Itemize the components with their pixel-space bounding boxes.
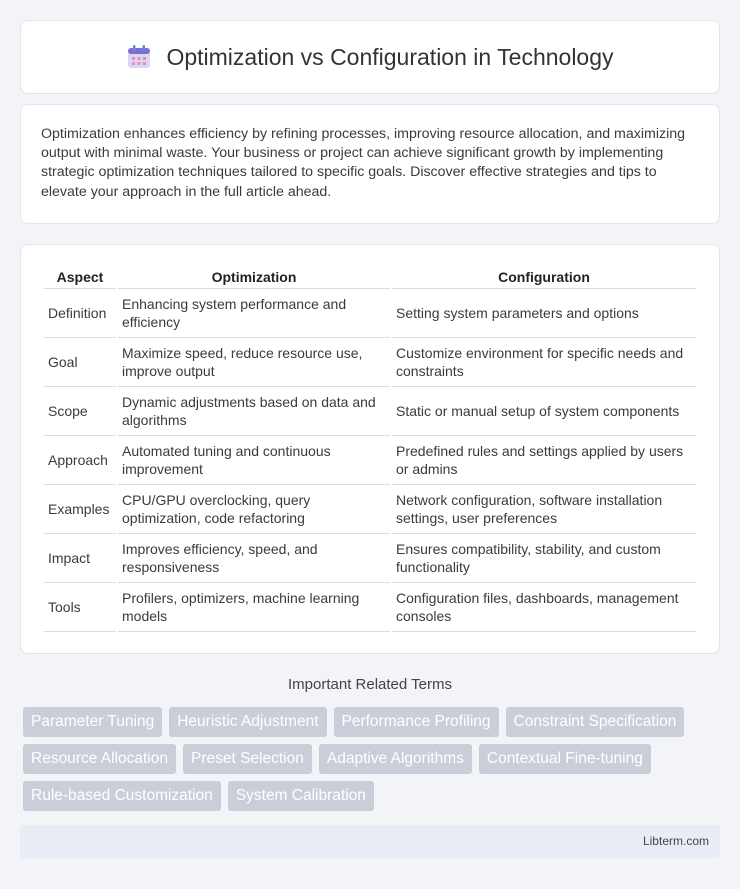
table-row [44, 436, 696, 485]
related-term-tag[interactable]: Constraint Specification [506, 707, 685, 737]
optimization-cell: CPU/GPU overclocking, query optimization, code refactoring [118, 485, 390, 534]
related-terms-list [23, 707, 723, 818]
aspect-cell: Approach [44, 436, 116, 485]
comparison-table [42, 265, 698, 632]
related-term-tag[interactable]: Heuristic Adjustment [169, 707, 326, 737]
header-optimization: Optimization [118, 265, 390, 289]
aspect-cell: Scope [44, 387, 116, 436]
related-terms-title: Important Related Terms [288, 676, 452, 693]
configuration-cell: Ensures compatibility, stability, and custom functionality [392, 534, 696, 583]
footer [20, 825, 720, 858]
optimization-cell: Maximize speed, reduce resource use, improve output [118, 338, 390, 387]
aspect-cell: Examples [44, 485, 116, 534]
related-term-tag[interactable]: Preset Selection [183, 744, 312, 774]
calendar-icon [126, 44, 152, 70]
optimization-cell: Profilers, optimizers, machine learning models [118, 583, 390, 632]
configuration-cell: Network configuration, software installation settings, user preferences [392, 485, 696, 534]
comparison-table-card [20, 244, 720, 654]
table-header-row [44, 265, 696, 289]
table-row [44, 338, 696, 387]
aspect-cell: Definition [44, 289, 116, 338]
intro-text: Optimization enhances efficiency by refining processes, improving resource allocation, and maximizing output with minimal waste. Your business or project can achieve significant growth by implementing strategic optimization techniques tailored to specific goals. Discover effective strategies and tips to elevate your approach in the full article ahead. [41, 126, 686, 200]
related-term-tag[interactable]: System Calibration [228, 781, 374, 811]
related-term-tag[interactable]: Adaptive Algorithms [319, 744, 472, 774]
configuration-cell: Predefined rules and settings applied by users or admins [392, 436, 696, 485]
configuration-cell: Static or manual setup of system components [392, 387, 696, 436]
optimization-cell: Automated tuning and continuous improvement [118, 436, 390, 485]
aspect-cell: Tools [44, 583, 116, 632]
table-row [44, 387, 696, 436]
related-term-tag[interactable]: Resource Allocation [23, 744, 176, 774]
table-row [44, 485, 696, 534]
aspect-cell: Goal [44, 338, 116, 387]
table-row [44, 289, 696, 338]
header-aspect: Aspect [44, 265, 116, 289]
footer-site-link[interactable]: Libterm.com [642, 834, 709, 848]
table-row [44, 583, 696, 632]
related-term-tag[interactable]: Rule-based Customization [23, 781, 221, 811]
optimization-cell: Enhancing system performance and efficiency [118, 289, 390, 338]
related-term-tag[interactable]: Contextual Fine-tuning [479, 744, 651, 774]
configuration-cell: Setting system parameters and options [392, 289, 696, 338]
page-title: Optimization vs Configuration in Technology [166, 43, 614, 70]
table-row [44, 534, 696, 583]
aspect-cell: Impact [44, 534, 116, 583]
related-term-tag[interactable]: Performance Profiling [334, 707, 499, 737]
intro-card [20, 104, 720, 224]
title-card [20, 20, 720, 94]
optimization-cell: Improves efficiency, speed, and responsiveness [118, 534, 390, 583]
configuration-cell: Configuration files, dashboards, management consoles [392, 583, 696, 632]
header-configuration: Configuration [392, 265, 696, 289]
configuration-cell: Customize environment for specific needs and constraints [392, 338, 696, 387]
optimization-cell: Dynamic adjustments based on data and algorithms [118, 387, 390, 436]
related-term-tag[interactable]: Parameter Tuning [23, 707, 162, 737]
